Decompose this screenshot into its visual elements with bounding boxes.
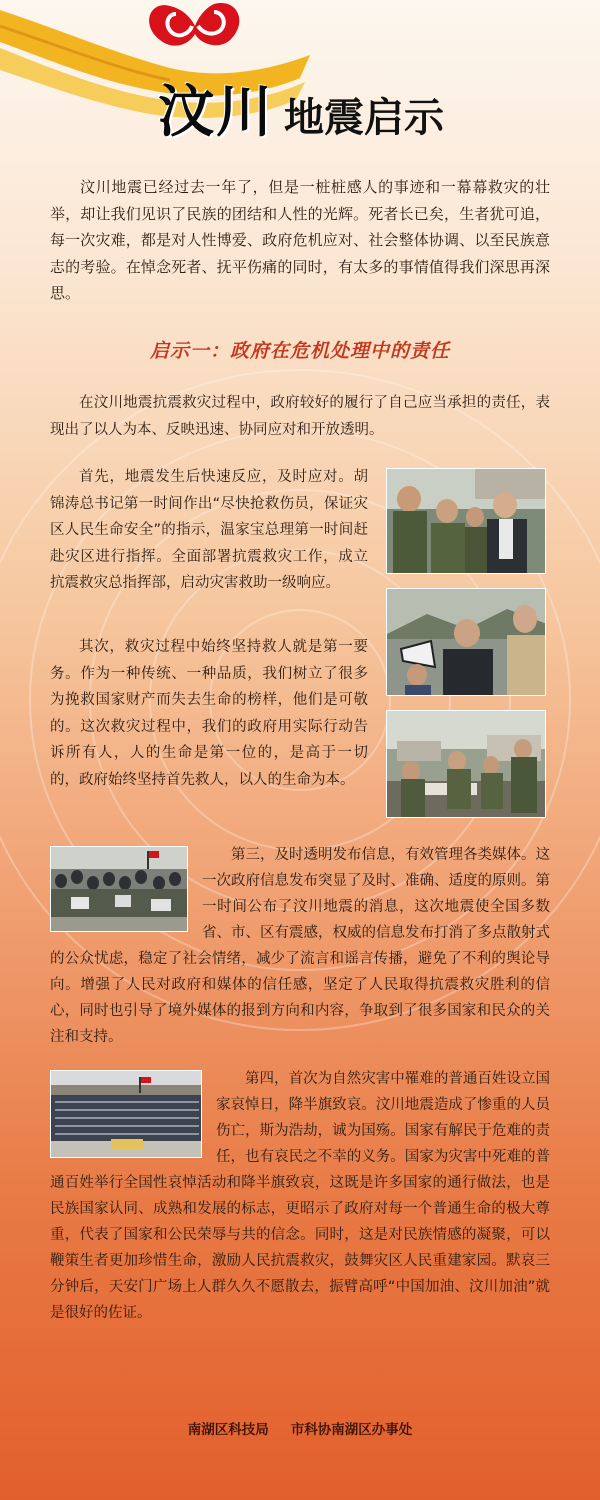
intro-paragraph: 汶川地震已经过去一年了，但是一桩桩感人的事迹和一幕幕救灾的壮举，却让我们见识了民族的团结和人性的光辉。死者长已矣，生者犹可追，每一次灾难，都是对人性博爱、政府危机应对、社会整体协调、以至民族意志的考验。在悼念死者、抚平伤痛的同时，有太多的事情值得我们深思再深思。: [50, 178, 550, 302]
footer-org-2: 市科协南湖区办事处: [290, 1422, 413, 1438]
section-heading: 启示一：政府在危机处理中的责任: [149, 340, 450, 362]
title-main: 汶川: [158, 80, 274, 145]
photo-tiananmen-crowd: [50, 1070, 202, 1158]
paragraph-second: 其次，救灾过程中始终坚持救人就是第一要务。作为一种传统、一种品质，我们树立了很多为挽救国家财产而失去生命的榜样，他们是可敬的。这次救灾过程中，我们的政府用实际行动告诉所有人，人的生命是第一位的，是高于一切的，政府始终坚持首先救人，以人的生命为本。: [50, 639, 368, 788]
paragraph-third: 第三，及时透明发布信息，有效管理各类媒体。这一次政府信息发布突显了及时、准确、适度的原则。第一时间公布了汶川地震的消息，这次地震使全国多数省、市、区有震感，权威的信息发布打消了多点散射式的公众忧虑，稳定了社会情绪，减少了流言和谣言传播，避免了不利的舆论导向。增强了人民对政府和媒体的信任感，坚定了人民取得抗震救灾胜利的信心，同时也引导了境外媒体的报到方向和内容，争取到了很多国家和民众的关注和支持。: [50, 847, 550, 1045]
paragraph-fourth: 第四，首次为自然灾害中罹难的普通百姓设立国家哀悼日，降半旗致哀。汶川地震造成了惨重的人员伤亡，斯为浩劫，诚为国殇。国家有解民于危难的责任，也有哀民之不幸的义务。国家为灾害中死难的普通百姓举行全国性哀悼活动和降半旗致哀，这既是许多国家的通行做法，也是民族国家认同、成熟和发展的标志，更昭示了政府对每一个普通生命的极大尊重，代表了国家和公民荣辱与共的信念。同时，这是对民族情感的凝聚，可以鞭策生者更加珍惜生命，激励人民抗震救灾，鼓舞灾区人民重建家园。默哀三分钟后，天安门广场上人群久久不愿散去，振臂高呼“中国加油、汶川加油”就是很好的佐证。: [50, 1071, 550, 1321]
footer-org-1: 南湖区科技局: [187, 1422, 269, 1438]
section-mourning: [50, 1066, 550, 1326]
photo-press-crowd: [50, 846, 188, 932]
section-lead: 在汶川地震抗震救灾过程中，政府较好的履行了自己应当承担的责任，表现出了以人为本、反映迅速、协同应对和开放透明。: [50, 395, 550, 438]
footer-organizations: [0, 1418, 600, 1438]
photo-soldiers-carrying-stretcher: [386, 710, 546, 818]
section-media: [50, 842, 550, 1050]
title-rest: 地震启示: [284, 94, 444, 141]
photo-premier-with-megaphone: [386, 588, 546, 696]
paragraph-first: 首先，地震发生后快速反应，及时应对。胡锦涛总书记第一时间作出“尽快抢救伤员，保证灾区人民生命安全”的指示，温家宝总理第一时间赶赴灾区进行指挥。全面部署抗震救灾工作，成立抗震救灾总指挥部，启动灾害救助一级响应。: [50, 469, 368, 591]
page-title: [158, 68, 444, 148]
photo-leader-with-soldiers: [386, 468, 546, 574]
